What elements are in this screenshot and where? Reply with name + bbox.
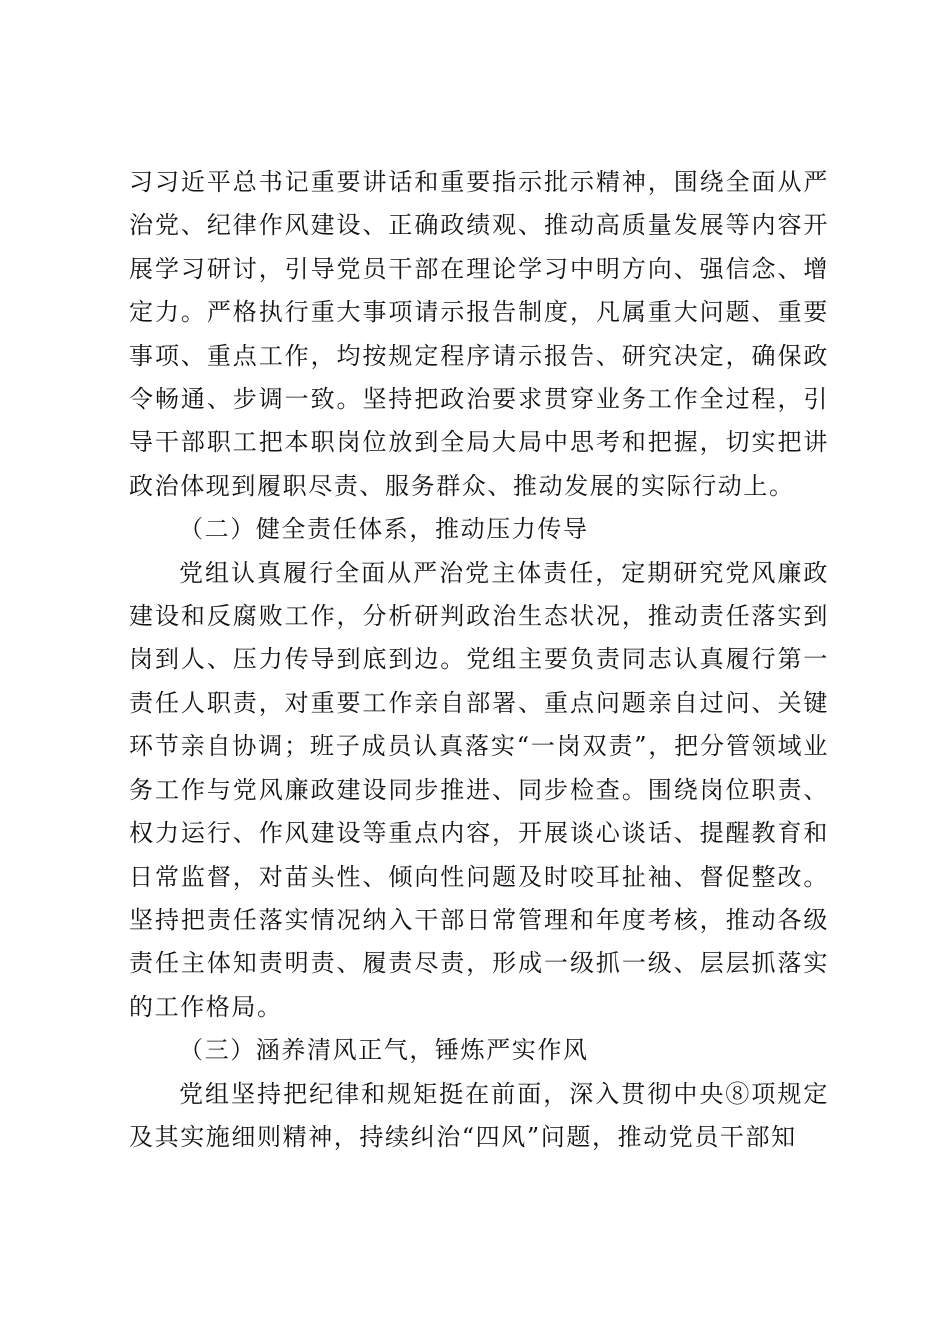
section-heading-3: （三）涵养清风正气，锤炼严实作风 [179,1036,589,1065]
paragraph-discipline: 党组坚持把纪律和规矩挺在前面，深入贯彻中央⑧项规定及其实施细则精神，持续纠治“四风”问题，推动党员干部知 [129,1079,829,1151]
paragraph-responsibility: 党组认真履行全面从严治党主体责任，定期研究党风廉政建设和反腐败工作，分析研判政治生态状况，推动责任落实到岗到人、压力传导到底到边。党组主要负责同志认真履行第一责任人职责，对重要工作亲自部署、重点问题亲自过问、关键环节亲自协调；班子成员认真落实“一岗双责”，把分管领域业务工作与党风廉政建设同步推进、同步检查。围绕岗位职责、权力运行、作风建设等重点内容，开展谈心谈话、提醒教育和日常监督，对苗头性、倾向性问题及时咬耳扯袖、督促整改。坚持把责任落实情况纳入干部日常管理和年度考核，推动各级责任主体知责明责、履责尽责，形成一级抓一级、层层抓落实的工作格局。 [129,558,829,1021]
paragraph-continued: 习习近平总书记重要讲话和重要指示批示精神，围绕全面从严治党、纪律作风建设、正确政绩观、推动高质量发展等内容开展学习研讨，引导党员干部在理论学习中明方向、强信念、增定力。严格执行重大事项请示报告制度，凡属重大问题、重要事项、重点工作，均按规定程序请示报告、研究决定，确保政令畅通、步调一致。坚持把政治要求贯穿业务工作全过程，引导干部职工把本职岗位放到全局大局中思考和把握，切实把讲政治体现到履职尽责、服务群众、推动发展的实际行动上。 [129,168,829,500]
section-heading-2: （二）健全责任体系，推动压力传导 [179,515,589,544]
document-body [129,161,829,1159]
